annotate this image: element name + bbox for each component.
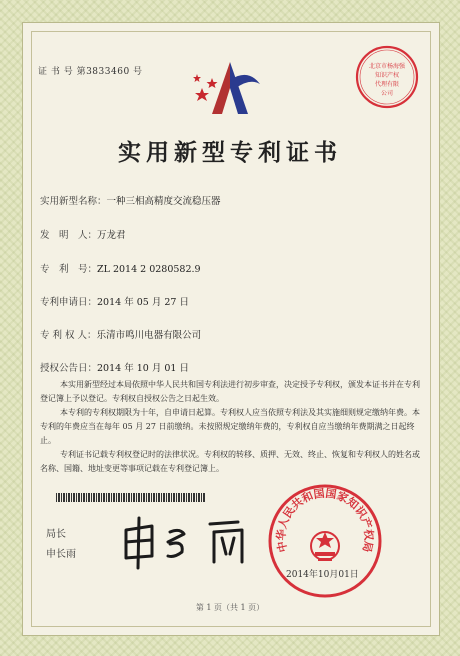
field-application-date bbox=[40, 294, 189, 308]
field-label: 专 利 号： bbox=[40, 264, 98, 275]
field-value: 乐清市鸣川电器有限公司 bbox=[96, 330, 202, 341]
issue-date: 2014年10月01日 bbox=[286, 570, 359, 580]
paragraph-grant: 本实用新型经过本局依照中华人民共和国专利法进行初步审查，决定授予专利权，颁发本证书并在专利登记簿上予以登记。专利权自授权公告之日起生效。 bbox=[40, 380, 420, 403]
field-label: 发 明 人： bbox=[40, 230, 98, 241]
field-patent-number bbox=[40, 261, 201, 275]
field-value: ZL 2014 2 0280582.9 bbox=[97, 264, 201, 275]
field-value: 一种三相高精度交流稳压器 bbox=[106, 196, 221, 207]
field-label: 实用新型名称： bbox=[40, 196, 107, 207]
paragraph-legal-status: 专利证书记载专利权登记时的法律状况。专利权的转移、质押、无效、终止、恢复和专利权人的姓名或名称、国籍、地址变更等事项记载在专利登记簿上。 bbox=[40, 450, 420, 473]
page-title: 实用新型专利证书 bbox=[118, 139, 342, 166]
svg-text:北京市杨海强: 北京市杨海强 bbox=[368, 63, 406, 70]
agency-seal bbox=[354, 44, 420, 110]
field-value: 2014 年 10 月 01 日 bbox=[97, 363, 189, 374]
paragraph-term: 本专利的专利权期限为十年，自申请日起算。专利权人应当依照专利法及其实施细则规定缴纳年费。本专利的年费应当在每年 05 月 27 日前缴纳。未按照规定缴纳年费的，专利权自应当缴纳年费期满之日起终止。 bbox=[40, 408, 420, 445]
field-label: 专利申请日： bbox=[40, 297, 98, 308]
field-value: 万龙君 bbox=[97, 230, 126, 241]
barcode bbox=[56, 493, 206, 502]
field-utility-model-name bbox=[40, 193, 221, 207]
svg-text:中华人民共和国国家知识产权局: 中华人民共和国国家知识产权局 bbox=[274, 486, 376, 554]
sipo-logo bbox=[190, 58, 270, 120]
certificate-number: 证 书 号 第3833460 号 bbox=[38, 67, 143, 77]
svg-text:代理有限: 代理有限 bbox=[374, 81, 400, 88]
field-value: 2014 年 05 月 27 日 bbox=[97, 297, 189, 308]
director-name: 申长雨 bbox=[46, 549, 76, 560]
director-signature bbox=[118, 512, 258, 572]
sipo-seal bbox=[266, 482, 384, 600]
field-grant-date bbox=[40, 360, 189, 374]
svg-text:公司: 公司 bbox=[380, 90, 394, 97]
page-number: 第 1 页（共 1 页） bbox=[195, 603, 265, 612]
field-label: 专 利 权 人： bbox=[40, 330, 97, 341]
field-patentee bbox=[40, 327, 201, 341]
svg-text:知识产权: 知识产权 bbox=[374, 72, 400, 79]
field-inventor bbox=[40, 227, 126, 241]
field-label: 授权公告日： bbox=[40, 363, 98, 374]
director-title: 局长 bbox=[46, 529, 66, 540]
